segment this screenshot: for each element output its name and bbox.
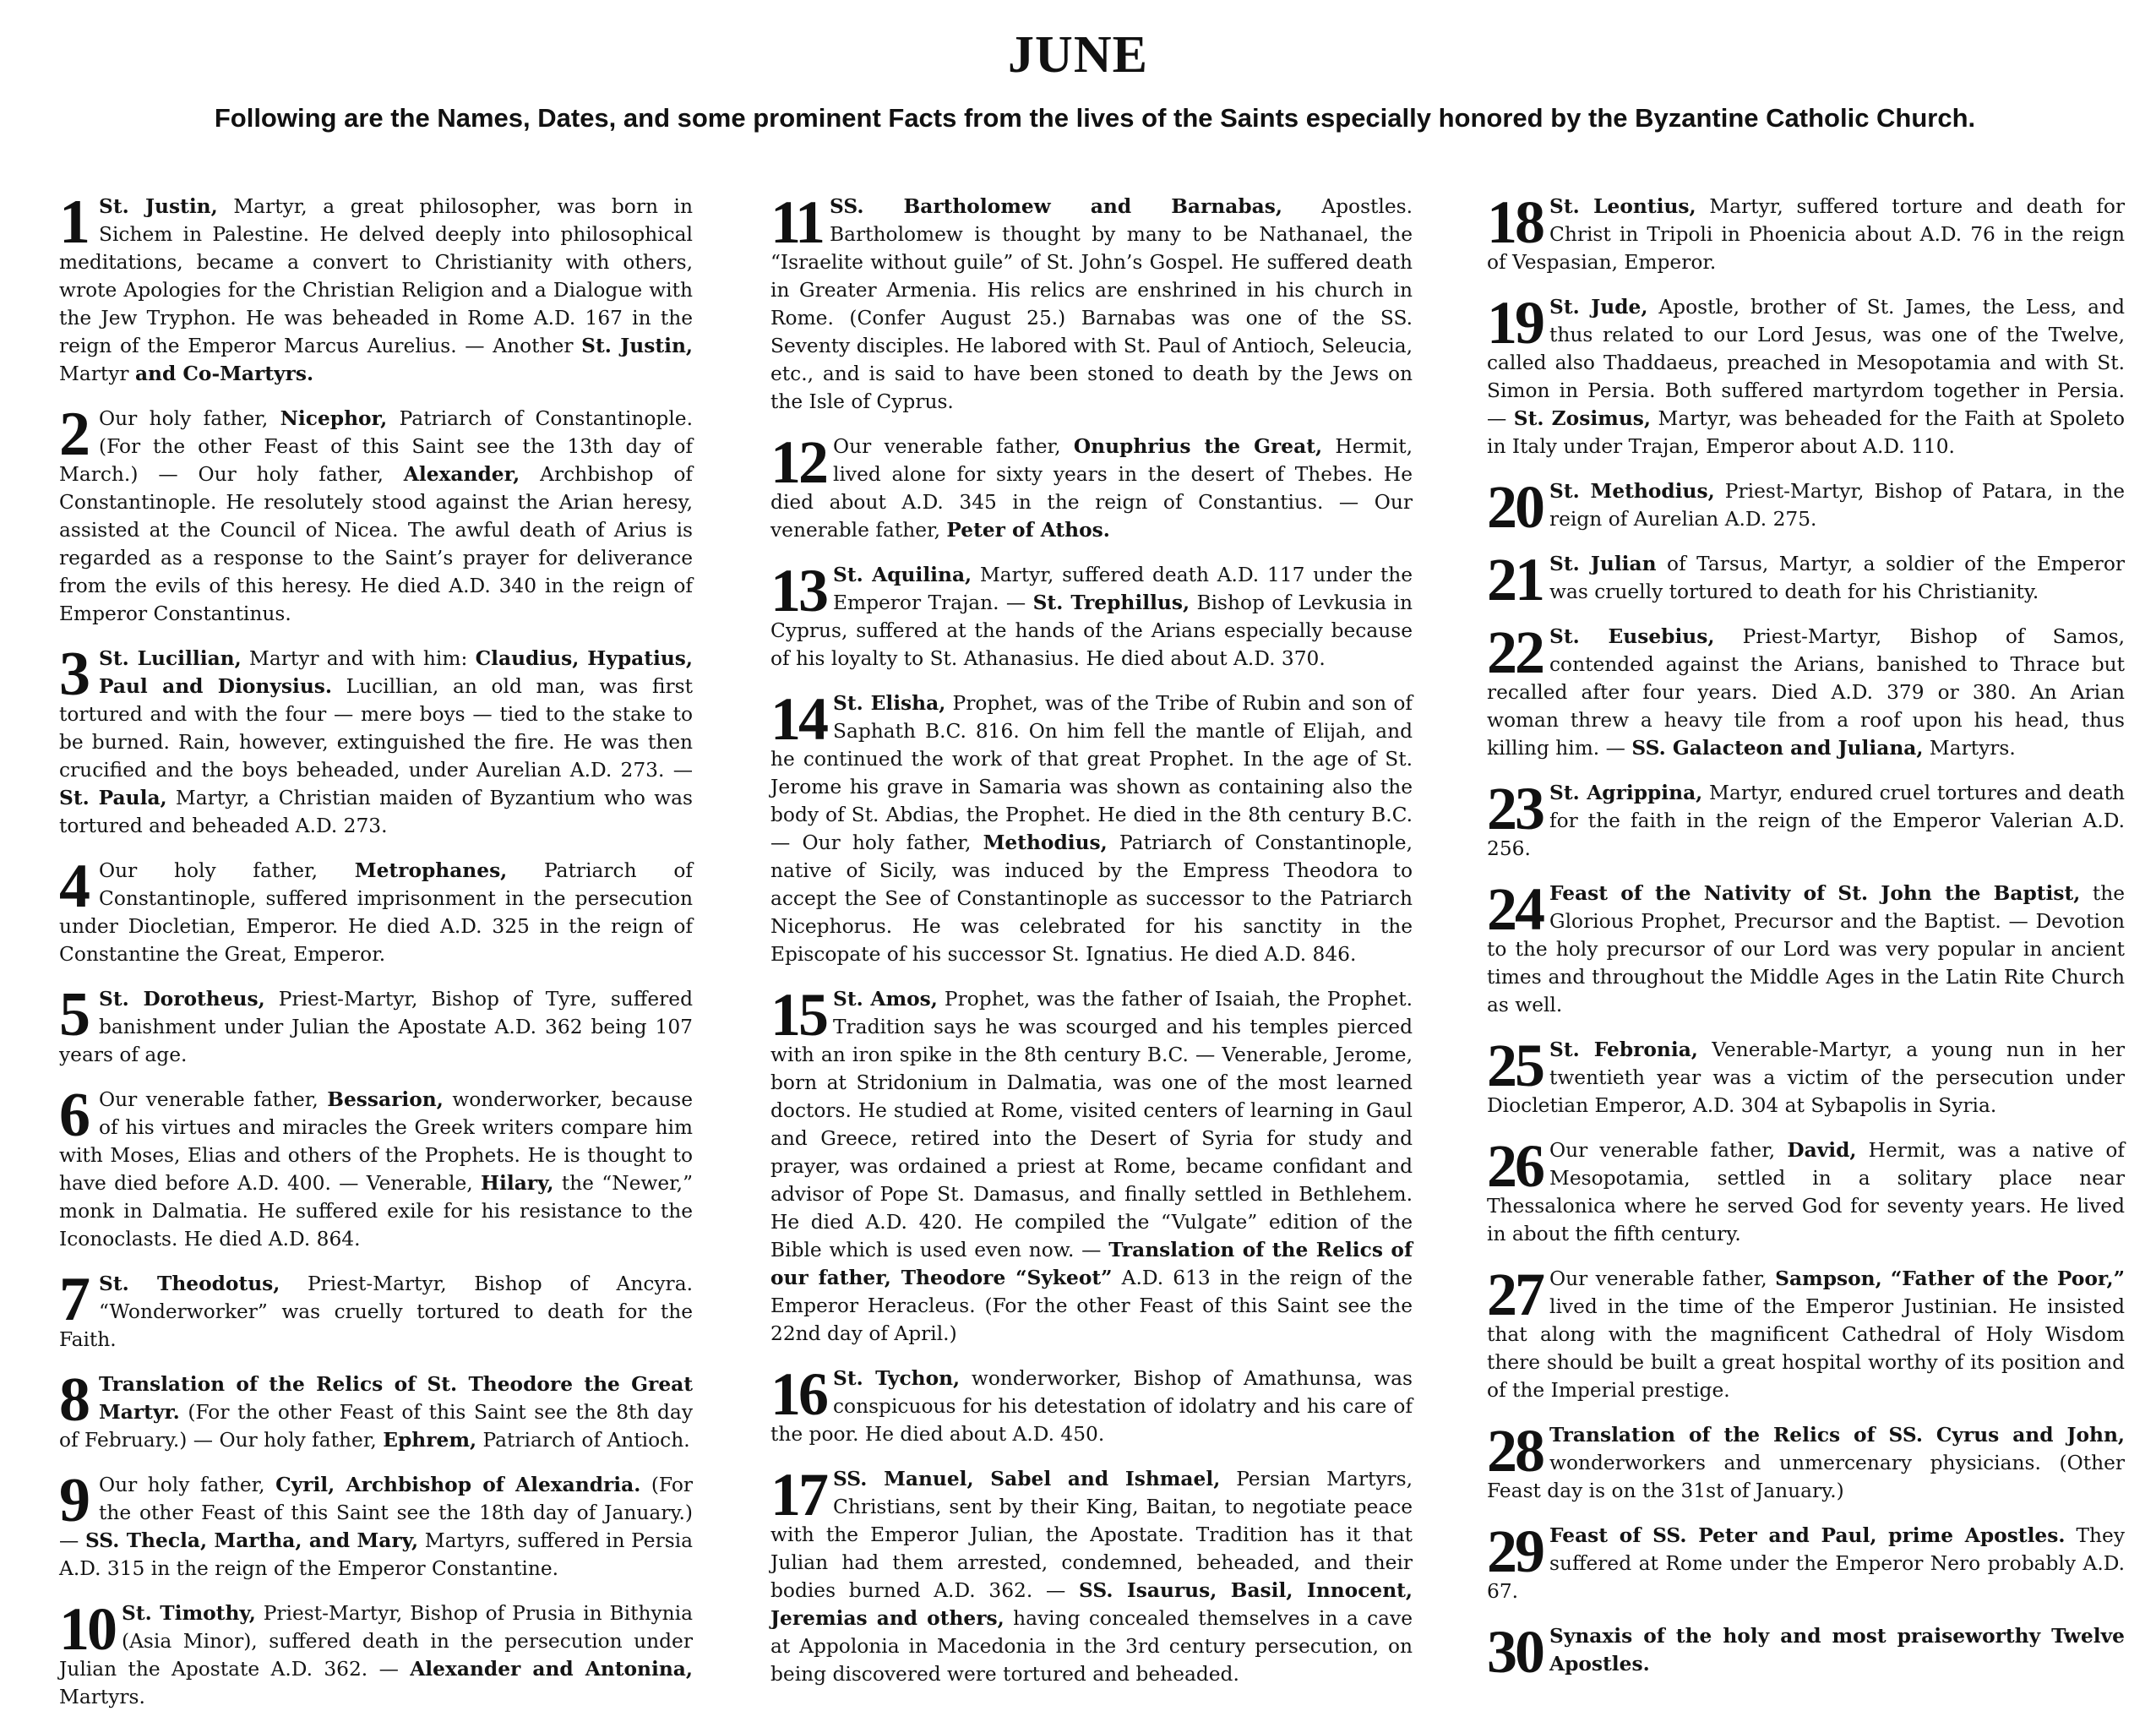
column-2 xyxy=(770,188,1413,1686)
entry-text: St. Amos, Prophet, was the father of Isaiah, the Prophet. Tradition says he was scourged and his temples pierced with an iron spike in the 8th century B.C. — Venerable, Jerome, born at Stridonium in Dalmatia, was one of the most learned doctors. He studied at Rome, visited centers of learning in Gaul and Greece, retired into the Desert of Syria for study and prayer, was ordained a priest at Rome, became confidant and advisor of Pope St. Damasus, and finally settled in Bethlehem. He died A.D. 420. He compiled the “Vulgate” edition of the Bible which is used even now. — Translation of the Relics of our father, Theodore “Sykeot” A.D. 613 in the reign of the Emperor Heracleus. (For the other Feast of this Saint see the 22nd day of April.) xyxy=(770,988,1413,1345)
day-number: 21 xyxy=(1487,546,1543,613)
day-number: 9 xyxy=(59,1466,90,1535)
entry-day-29 xyxy=(1487,1518,2125,1605)
entry-text: Our holy father, Nicephor, Patriarch of Constantinople. (For the other Feast of this Saint see the 13th day of March.) — Our holy father, Alexander, Archbishop of Constantinople. He resolutely stood against the Arian heresy, assisted at the Council of Nicea. The awful death of Arius is regarded as a response to the Saint’s prayer for deliverance from the evils of this heresy. He died A.D. 340 in the reign of Emperor Constantinus. xyxy=(59,407,693,625)
day-number: 8 xyxy=(59,1365,90,1435)
entry-text: St. Febronia, Venerable-Martyr, a young nun in her twentieth year was a victim of the persecution under Diocletian Emperor, A.D. 304 at Sybapolis in Syria. xyxy=(1487,1038,2125,1117)
entry-day-18 xyxy=(1487,188,2125,276)
entry-text: Our venerable father, Bessarion, wonderworker, because of his virtues and miracles the Greek writers compare him with Moses, Elias and others of the Prophets. He is thought to have died before A.D. 400. — Venerable, Hilary, the “Newer,” monk in Dalmatia. He suffered exile for his resistance to the Iconoclasts. He died A.D. 864. xyxy=(59,1088,693,1251)
entry-day-28 xyxy=(1487,1417,2125,1505)
entry-day-1 xyxy=(59,188,694,388)
entry-text: Our venerable father, Sampson, “Father of the Poor,” lived in the time of the Emperor Justinian. He insisted that along with the magnificent Cathedral of Holy Wisdom there should be built a great hospital worthy of its position and of the Imperial prestige. xyxy=(1487,1267,2125,1402)
entry-day-26 xyxy=(1487,1132,2125,1248)
entry-day-19 xyxy=(1487,289,2126,460)
day-number: 6 xyxy=(59,1081,90,1150)
entry-text: SS. Manuel, Sabel and Ishmael, Persian Martyrs, Christians, sent by their King, Baitan, to negotiate peace with the Emperor Julian, the Apostate. Tradition has it that Julian had them arrested, condemned, beheaded, and their bodies burned A.D. 362. — SS. Isaurus, Basil, Innocent, Jeremias and others, having concealed themselves in a cave at Appolonia in Macedonia in the 3rd century persecution, on being discovered were tortured and beheaded. xyxy=(770,1468,1413,1686)
entry-text: St. Methodius, Priest-Martyr, Bishop of Patara, in the reign of Aurelian A.D. 275. xyxy=(1549,480,2125,531)
entry-text: St. Tychon, wonderworker, Bishop of Amathunsa, was conspicuous for his detestation of idolatry and his care of the poor. He died about A.D. 450. xyxy=(770,1367,1413,1446)
entry-text: St. Theodotus, Priest-Martyr, Bishop of Ancyra. “Wonderworker” was cruelly tortured to death for the Faith. xyxy=(59,1272,693,1351)
day-number: 2 xyxy=(59,400,90,469)
entry-day-30 xyxy=(1487,1618,2125,1686)
entry-day-20 xyxy=(1487,473,2125,541)
day-number: 27 xyxy=(1487,1261,1543,1328)
day-number: 15 xyxy=(770,981,826,1049)
entry-text: SS. Bartholomew and Barnabas, Apostles. Bartholomew is thought by many to be Nathanael, the “Israelite without guile” of St. John’s Gospel. He suffered death in Greater Armenia. His relics are enshrined in his church in Rome. (Confer August 25.) Barnabas was one of the SS. Seventy disciples. He labored with St. Paul of Antioch, Seleucia, etc., and is said to have been stoned to death by the Jews on the Isle of Cyprus. xyxy=(770,195,1413,413)
day-number: 1 xyxy=(59,188,90,257)
entry-day-16 xyxy=(770,1360,1413,1448)
day-number: 24 xyxy=(1487,875,1543,943)
entry-day-2 xyxy=(59,400,693,628)
day-number: 30 xyxy=(1487,1618,1543,1686)
entry-text: St. Jude, Apostle, brother of St. James, the Less, and thus related to our Lord Jesus, was one of the Twelve, called also Thaddaeus, preached in Mesopotamia and with St. Simon in Persia. Both suffered martyrdom together in Persia. — St. Zosimus, Martyr, was beheaded for the Faith at Spoleto in Italy under Trajan, Emperor about A.D. 110. xyxy=(1487,296,2126,458)
day-number: 17 xyxy=(770,1461,826,1528)
day-number: 5 xyxy=(59,980,90,1049)
day-number: 16 xyxy=(770,1360,826,1428)
entry-text: St. Dorotheus, Priest-Martyr, Bishop of Tyre, suffered banishment under Julian the Apostate A.D. 362 being 107 years of age. xyxy=(59,988,693,1066)
entry-day-14 xyxy=(770,685,1413,968)
page-subtitle: Following are the Names, Dates, and some prominent Facts from the lives of the Saints especially honored by the Byzantine Catholic Church. xyxy=(214,103,1976,133)
column-3 xyxy=(1487,188,2126,1686)
day-number: 18 xyxy=(1487,188,1543,256)
day-number: 23 xyxy=(1487,775,1543,842)
entry-day-21 xyxy=(1487,546,2125,613)
day-number: 10 xyxy=(59,1595,115,1663)
entry-text: Our holy father, Cyril, Archbishop of Alexandria. (For the other Feast of this Saint see the 18th day of January.) — SS. Thecla, Martha, and Mary, Martyrs, suffered in Persia A.D. 315 in the reign of the Emperor Constantine. xyxy=(59,1474,693,1580)
entry-day-8 xyxy=(59,1365,693,1454)
entry-text: Translation of the Relics of St. Theodore the Great Martyr. (For the other Feast of this Saint see the 8th day of February.) — Our holy father, Ephrem, Patriarch of Antioch. xyxy=(59,1373,693,1452)
entry-text: St. Lucillian, Martyr and with him: Claudius, Hypatius, Paul and Dionysius. Lucillian, an old man, was first tortured and with the four — mere boys — tied to the stake to be burned. Rain, however, extinguished the fire. He was then crucified and the boys beheaded, under Aurelian A.D. 273. — St. Paula, Martyr, a Christian maiden of Byzantium who was tortured and beheaded A.D. 273. xyxy=(59,647,693,837)
page-title: JUNE xyxy=(1008,26,1148,84)
entry-text: Our holy father, Metrophanes, Patriarch of Constantinople, suffered imprisonment in the persecution under Diocletian, Emperor. He died A.D. 325 in the reign of Constantine the Great, Emperor. xyxy=(59,859,693,966)
day-number: 7 xyxy=(59,1265,90,1334)
day-number: 28 xyxy=(1487,1417,1543,1485)
entry-day-22 xyxy=(1487,618,2125,762)
day-number: 19 xyxy=(1487,289,1543,357)
entry-day-12 xyxy=(770,428,1413,544)
day-number: 25 xyxy=(1487,1032,1543,1099)
entry-day-5 xyxy=(59,980,693,1069)
entry-text: Our venerable father, David, Hermit, was a native of Mesopotamia, settled in a solitary place near Thessalonica where he served God for seventy years. He lived in about the fifth century. xyxy=(1487,1139,2125,1245)
entry-text: St. Leontius, Martyr, suffered torture and death for Christ in Tripoli in Phoenicia about A.D. 76 in the reign of Vespasian, Emperor. xyxy=(1487,195,2125,274)
entry-day-23 xyxy=(1487,775,2126,863)
day-number: 11 xyxy=(770,188,824,256)
entry-text: St. Aquilina, Martyr, suffered death A.D. 117 under the Emperor Trajan. — St. Trephillus, Bishop of Levkusia in Cyprus, suffered at the hands of the Arians especially because of his loyalty to St. Athanasius. He died about A.D. 370. xyxy=(770,564,1413,670)
day-number: 13 xyxy=(770,557,826,624)
entry-text: St. Agrippina, Martyr, endured cruel tortures and death for the faith in the reign of the Emperor Valerian A.D. 256. xyxy=(1487,782,2126,860)
entry-day-17 xyxy=(770,1461,1413,1688)
entry-day-13 xyxy=(770,557,1413,673)
day-number: 22 xyxy=(1487,618,1543,686)
entry-text: St. Julian of Tarsus, Martyr, a soldier of the Emperor was cruelly tortured to death for his Christianity. xyxy=(1549,553,2125,603)
entry-text: Feast of SS. Peter and Paul, prime Apostles. They suffered at Rome under the Emperor Nero probably A.D. 67. xyxy=(1487,1524,2125,1603)
day-number: 12 xyxy=(770,428,826,496)
day-number: 14 xyxy=(770,685,826,753)
entry-day-24 xyxy=(1487,875,2125,1019)
entry-day-6 xyxy=(59,1081,693,1253)
day-number: 29 xyxy=(1487,1518,1543,1585)
day-number: 3 xyxy=(59,640,90,709)
entry-text: St. Timothy, Priest-Martyr, Bishop of Prusia in Bithynia (Asia Minor), suffered death in the persecution under Julian the Apostate A.D. 362. — Alexander and Antonina, Martyrs. xyxy=(59,1602,693,1708)
entry-day-7 xyxy=(59,1265,693,1354)
entry-day-10 xyxy=(59,1595,693,1711)
entry-text: Feast of the Nativity of St. John the Baptist, the Glorious Prophet, Precursor and the Baptist. — Devotion to the holy precursor of our Lord was very popular in ancient times and throughout the Middle Ages in the Latin Rite Church as well. xyxy=(1487,882,2125,1016)
day-number: 4 xyxy=(59,852,90,921)
column-1 xyxy=(59,188,694,1708)
entry-text: St. Justin, Martyr, a great philosopher, was born in Sichem in Palestine. He delved deeply into philosophical meditations, became a convert to Christianity with others, wrote Apologies for the Christian Religion and a Dialogue with the Jew Tryphon. He was beheaded in Rome A.D. 167 in the reign of the Emperor Marcus Aurelius. — Another St. Justin, Martyr and Co-Martyrs. xyxy=(59,195,694,385)
entry-day-11 xyxy=(770,188,1413,416)
entry-text: St. Eusebius, Priest-Martyr, Bishop of Samos, contended against the Arians, banished to Thrace but recalled after four years. Died A.D. 379 or 380. An Arian woman threw a heavy tile from a roof upon his head, thus killing him. — SS. Galacteon and Juliana, Martyrs. xyxy=(1487,625,2125,760)
day-number: 20 xyxy=(1487,473,1543,541)
entry-text: Translation of the Relics of SS. Cyrus and John, wonderworkers and unmercenary physicians. (Other Feast day is on the 31st of January.) xyxy=(1487,1424,2125,1502)
entry-day-3 xyxy=(59,640,693,840)
entry-day-9 xyxy=(59,1466,693,1583)
day-number: 26 xyxy=(1487,1132,1543,1200)
entry-day-4 xyxy=(59,852,693,968)
entry-day-15 xyxy=(770,981,1413,1348)
entry-day-25 xyxy=(1487,1032,2125,1120)
entry-text: Synaxis of the holy and most praiseworthy Twelve Apostles. xyxy=(1549,1625,2125,1676)
entry-day-27 xyxy=(1487,1261,2125,1404)
entry-text: St. Elisha, Prophet, was of the Tribe of Rubin and son of Saphath B.C. 816. On him fell the mantle of Elijah, and he continued the work of that great Prophet. In the age of St. Jerome his grave in Samaria was shown as containing also the body of St. Abdias, the Prophet. He died in the 8th century B.C. — Our holy father, Methodius, Patriarch of Constantinople, native of Sicily, was induced by the Empress Theodora to accept the See of Constantinople as successor to the Patriarch Nicephorus. He was celebrated for his sanctity in the Episcopate of his successor St. Ignatius. He died A.D. 846. xyxy=(770,692,1413,966)
entry-text: Our venerable father, Onuphrius the Great, Hermit, lived alone for sixty years in the desert of Thebes. He died about A.D. 345 in the reign of Constantius. — Our venerable father, Peter of Athos. xyxy=(770,435,1413,542)
